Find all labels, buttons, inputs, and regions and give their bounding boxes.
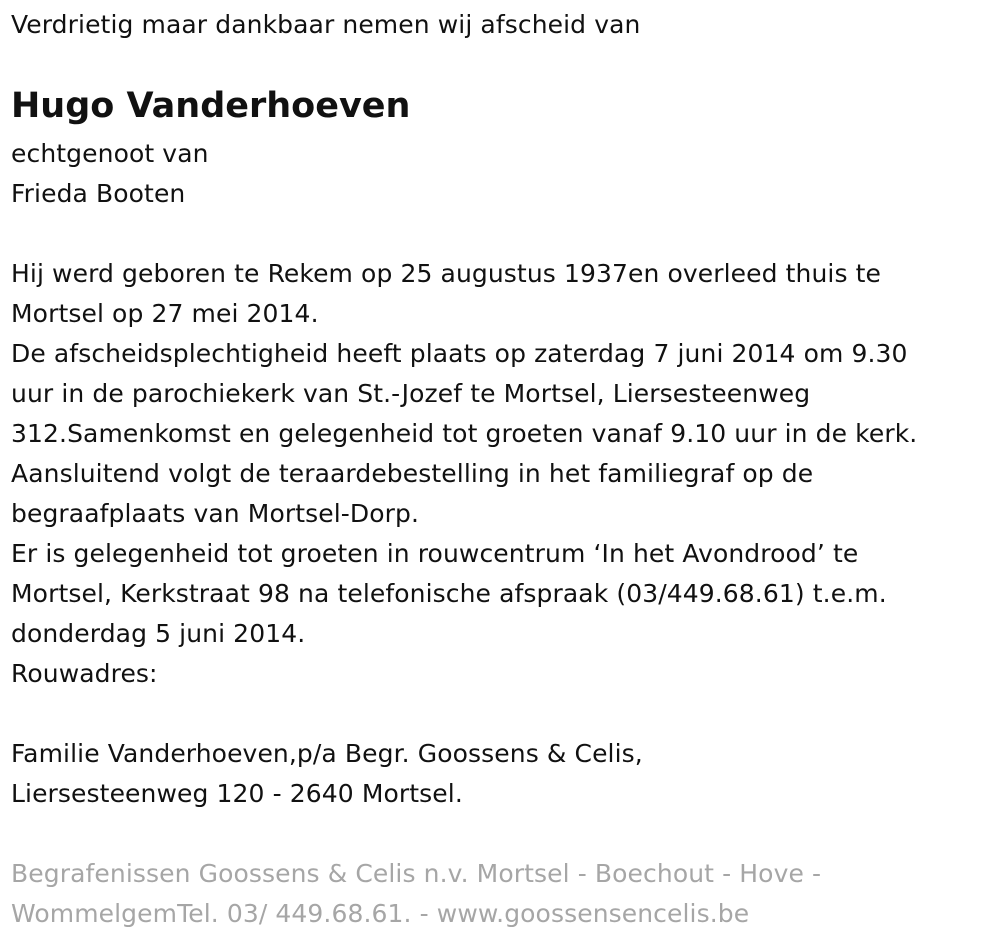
spouse-name: Frieda Booten — [11, 179, 186, 208]
body-line: donderdag 5 juni 2014. — [11, 619, 306, 648]
intro-text: Verdrietig maar dankbaar nemen wij afscheid van — [11, 10, 641, 39]
footer-line: Begrafenissen Goossens & Celis n.v. Mortsel - Boechout - Hove - — [11, 859, 822, 888]
announcement-body — [11, 254, 917, 694]
mourning-address — [11, 734, 643, 814]
body-line: Hij werd geboren te Rekem op 25 augustus 1937en overleed thuis te — [11, 259, 882, 288]
funeral-home-footer — [11, 854, 821, 934]
footer-line: WommelgemTel. 03/ 449.68.61. - www.goossensencelis.be — [11, 899, 750, 928]
body-line: Er is gelegenheid tot groeten in rouwcentrum ‘In het Avondrood’ te — [11, 539, 859, 568]
body-line: Aansluitend volgt de teraardebestelling in het familiegraf op de — [11, 459, 814, 488]
body-line: Mortsel, Kerkstraat 98 na telefonische afspraak (03/449.68.61) t.e.m. — [11, 579, 887, 608]
address-line: Familie Vanderhoeven,p/a Begr. Goossens & Celis, — [11, 739, 643, 768]
body-line: De afscheidsplechtigheid heeft plaats op zaterdag 7 juni 2014 om 9.30 — [11, 339, 908, 368]
relation-block — [11, 134, 209, 214]
body-line: begraafplaats van Mortsel-Dorp. — [11, 499, 420, 528]
mourning-address-label: Rouwadres: — [11, 659, 158, 688]
deceased-name: Hugo Vanderhoeven — [11, 86, 411, 126]
relation-label: echtgenoot van — [11, 139, 209, 168]
body-line: Mortsel op 27 mei 2014. — [11, 299, 319, 328]
body-line: 312.Samenkomst en gelegenheid tot groeten vanaf 9.10 uur in de kerk. — [11, 419, 918, 448]
address-line: Liersesteenweg 120 - 2640 Mortsel. — [11, 779, 463, 808]
body-line: uur in de parochiekerk van St.-Jozef te Mortsel, Liersesteenweg — [11, 379, 811, 408]
